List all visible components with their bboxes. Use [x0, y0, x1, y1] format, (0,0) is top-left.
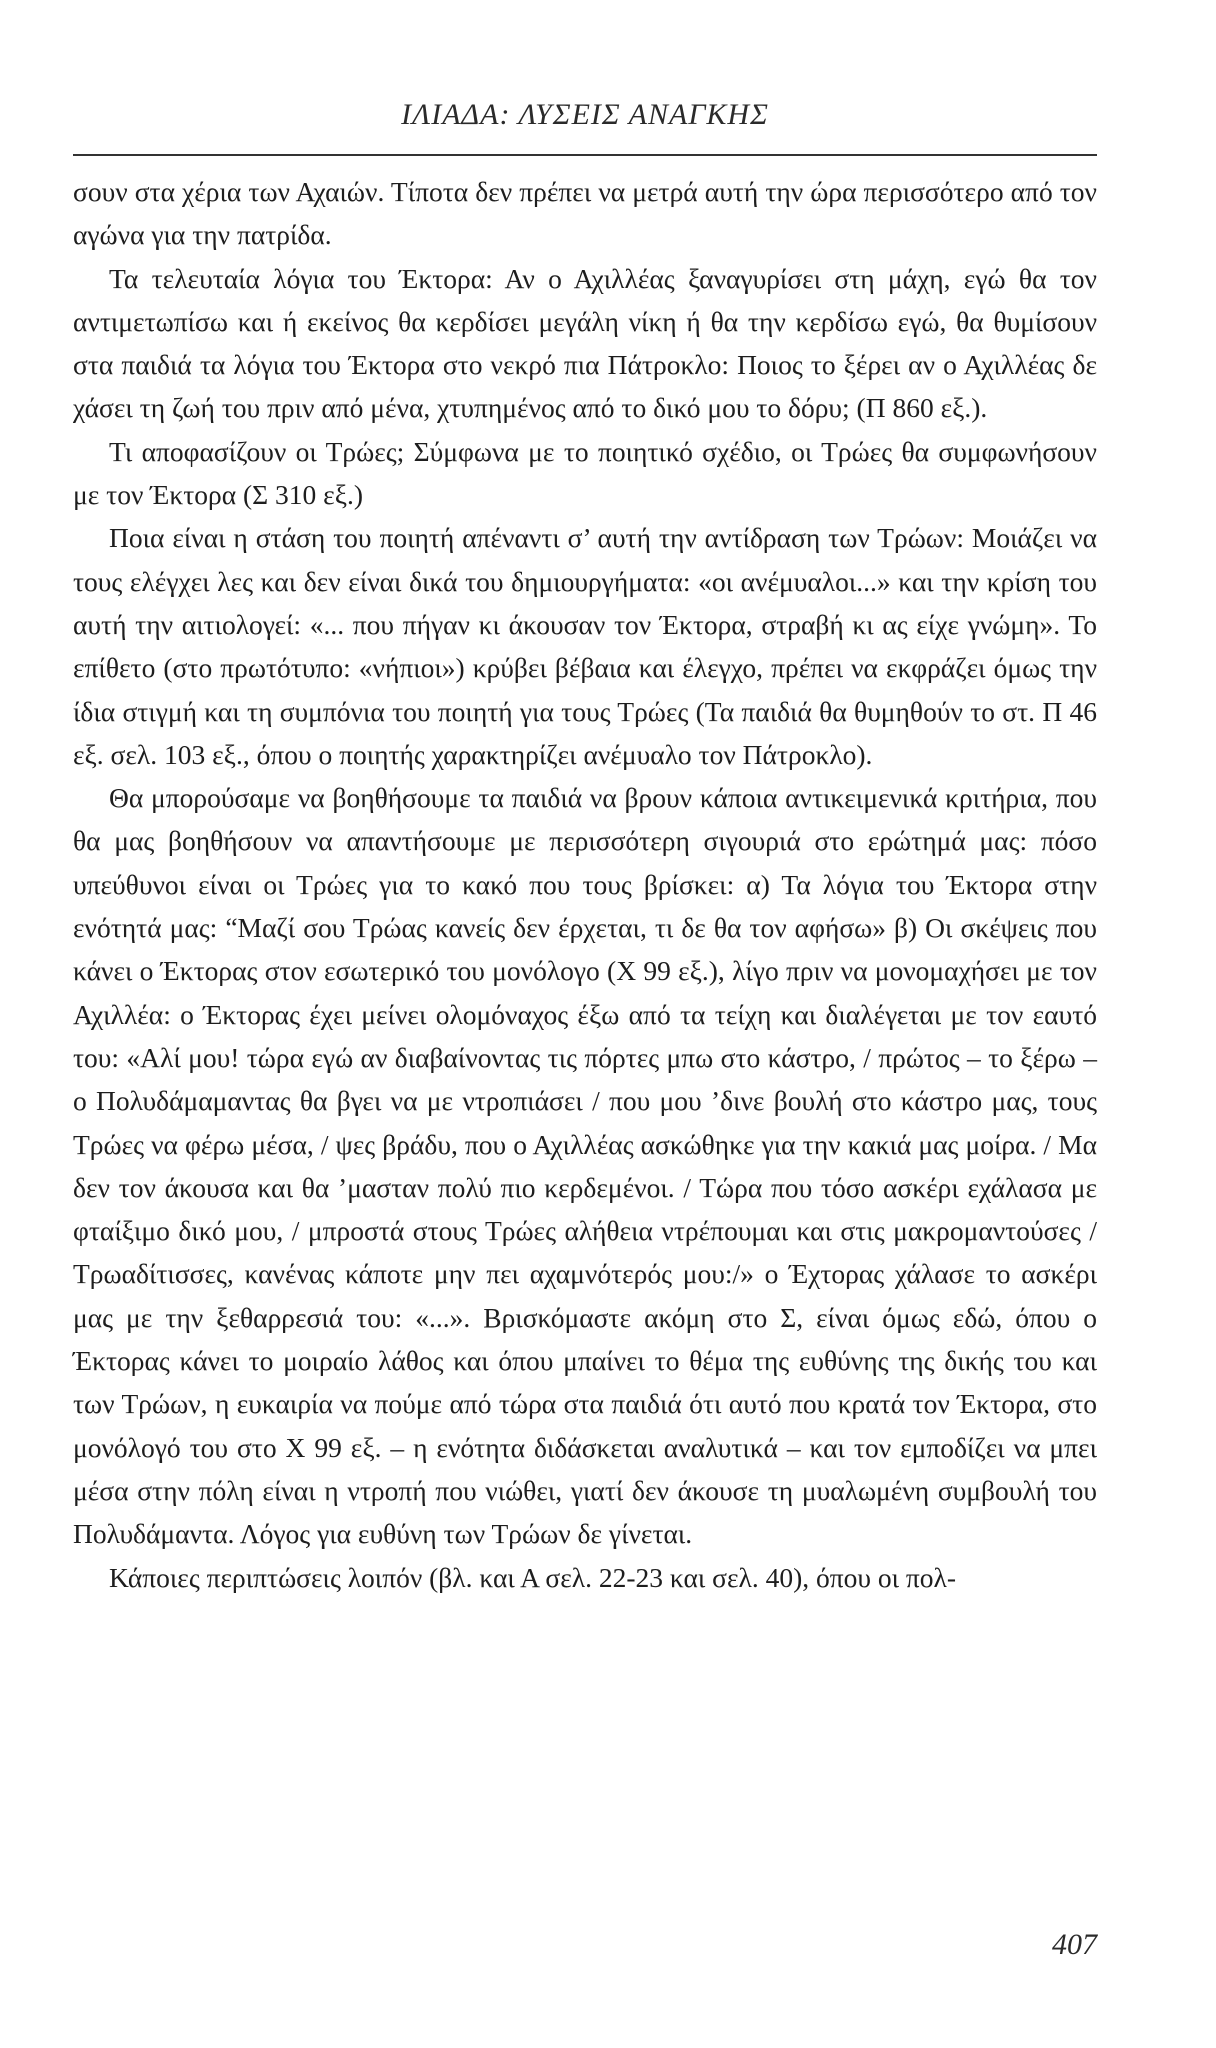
body-text	[73, 170, 1097, 1599]
paragraph: Κάποιες περιπτώσεις λοιπόν (βλ. και Α σελ. 22-23 και σελ. 40), όπου οι πολ-	[109, 1561, 957, 1593]
paragraph: Τα τελευταία λόγια του Έκτορα: Αν ο Αχιλλέας ξαναγυρίσει στη μάχη, εγώ θα τον αντιμετωπίσω και ή εκείνος θα κερδίσει μεγάλη νίκη ή θα την κερδίσω εγώ, θα θυμίσουν στα παιδιά τα λόγια του Έκτορα στο νεκρό πια Πάτροκλο: Ποιος το ξέρει αν ο Αχιλλέας δε χάσει τη ζωή του πριν από μένα, χτυπημένος από το δικό μου το δόρυ; (Π 860 εξ.).	[73, 262, 1097, 424]
header-rule	[73, 154, 1097, 156]
paragraph: σουν στα χέρια των Αχαιών. Τίποτα δεν πρέπει να μετρά αυτή την ώρα περισσότερο από τον αγώνα για την πατρίδα.	[73, 176, 1097, 251]
running-header: ΙΛΙΑΔΑ: ΛΥΣΕΙΣ ΑΝΑΓΚΗΣ	[401, 98, 769, 131]
book-page	[73, 0, 1097, 2048]
paragraph: Θα μπορούσαμε να βοηθήσουμε τα παιδιά να βρουν κάποια αντικειμενικά κριτήρια, που θα μας βοηθήσουν να απαντήσουμε με περισσότερη σιγουριά στο ερώτημά μας: πόσο υπεύθυνοι είναι οι Τρώες για το κακό που τους βρίσκει: α) Τα λόγια του Έκτορα στην ενότητά μας: “Μαζί σου Τρώας κανείς δεν έρχεται, τι δε θα τον αφήσω» β) Οι σκέψεις που κάνει ο Έκτορας στον εσωτερικό του μονόλογο (Χ 99 εξ.), λίγο πριν να μονομαχήσει με τον Αχιλλέα: ο Έκτορας έχει μείνει ολομόναχος έξω από τα τείχη και διαλέγεται με τον εαυτό του: «Αλί μου! τώρα εγώ αν διαβαίνοντας τις πόρτες μπω στο κάστρο, / πρώτος – το ξέρω – ο Πολυδάμαμαντας θα βγει να με ντροπιάσει / που μου ’δινε βουλή στο κάστρο μας, τους Τρώες να φέρω μέσα, / ψες βράδυ, που ο Αχιλλέας ασκώθηκε για την κακιά μας μοίρα. / Μα δεν τον άκουσα και θα ’μασταν πολύ πιο κερδεμένοι. / Τώρα που τόσο ασκέρι εχάλασα με φταίξιμο δικό μου, / μπροστά στους Τρώες αλήθεια ντρέπουμαι και στις μακρομαντούσες / Τρωαδίτισσες, κανένας κάποτε μην πει αχαμνότερός μου:/» ο Έχτορας χάλασε το ασκέρι μας με την ξεθαρρεσιά του: «...». Βρισκόμαστε ακόμη στο Σ, είναι όμως εδώ, όπου ο Έκτορας κάνει το μοιραίο λάθος και όπου μπαίνει το θέμα της ευθύνης της δικής του και των Τρώων, η ευκαιρία να πούμε από τώρα στα παιδιά ότι αυτό που κρατά τον Έκτορα, στο μονόλογό του στο Χ 99 εξ. – η ενότητα διδάσκεται αναλυτικά – και τον εμποδίζει να μπει μέσα στην πόλη είναι η ντροπή που νιώθει, γιατί δεν άκουσε τη μυαλωμένη συμβουλή του Πολυδάμαντα. Λόγος για ευθύνη των Τρώων δε γίνεται.	[73, 782, 1097, 1550]
page-number: 407	[1052, 1928, 1097, 1961]
paragraph: Ποια είναι η στάση του ποιητή απέναντι σ’ αυτή την αντίδραση των Τρώων: Μοιάζει να τους ελέγχει λες και δεν είναι δικά του δημιουργήματα: «οι ανέμυαλοι...» και την κρίση του αυτή την αιτιολογεί: «... που πήγαν κι άκουσαν τον Έκτορα, στραβή κι ας είχε γνώμη». Το επίθετο (στο πρωτότυπο: «νήπιοι») κρύβει βέβαια και έλεγχο, πρέπει να εκφράζει όμως την ίδια στιγμή και τη συμπόνια του ποιητή για τους Τρώες (Τα παιδιά θα θυμηθούν το στ. Π 46 εξ. σελ. 103 εξ., όπου ο ποιητής χαρακτηρίζει ανέμυαλο τον Πάτροκλο).	[73, 522, 1097, 770]
paragraph: Τι αποφασίζουν οι Τρώες; Σύμφωνα με το ποιητικό σχέδιο, οι Τρώες θα συμφωνήσουν με τον Έκτορα (Σ 310 εξ.)	[73, 435, 1097, 511]
